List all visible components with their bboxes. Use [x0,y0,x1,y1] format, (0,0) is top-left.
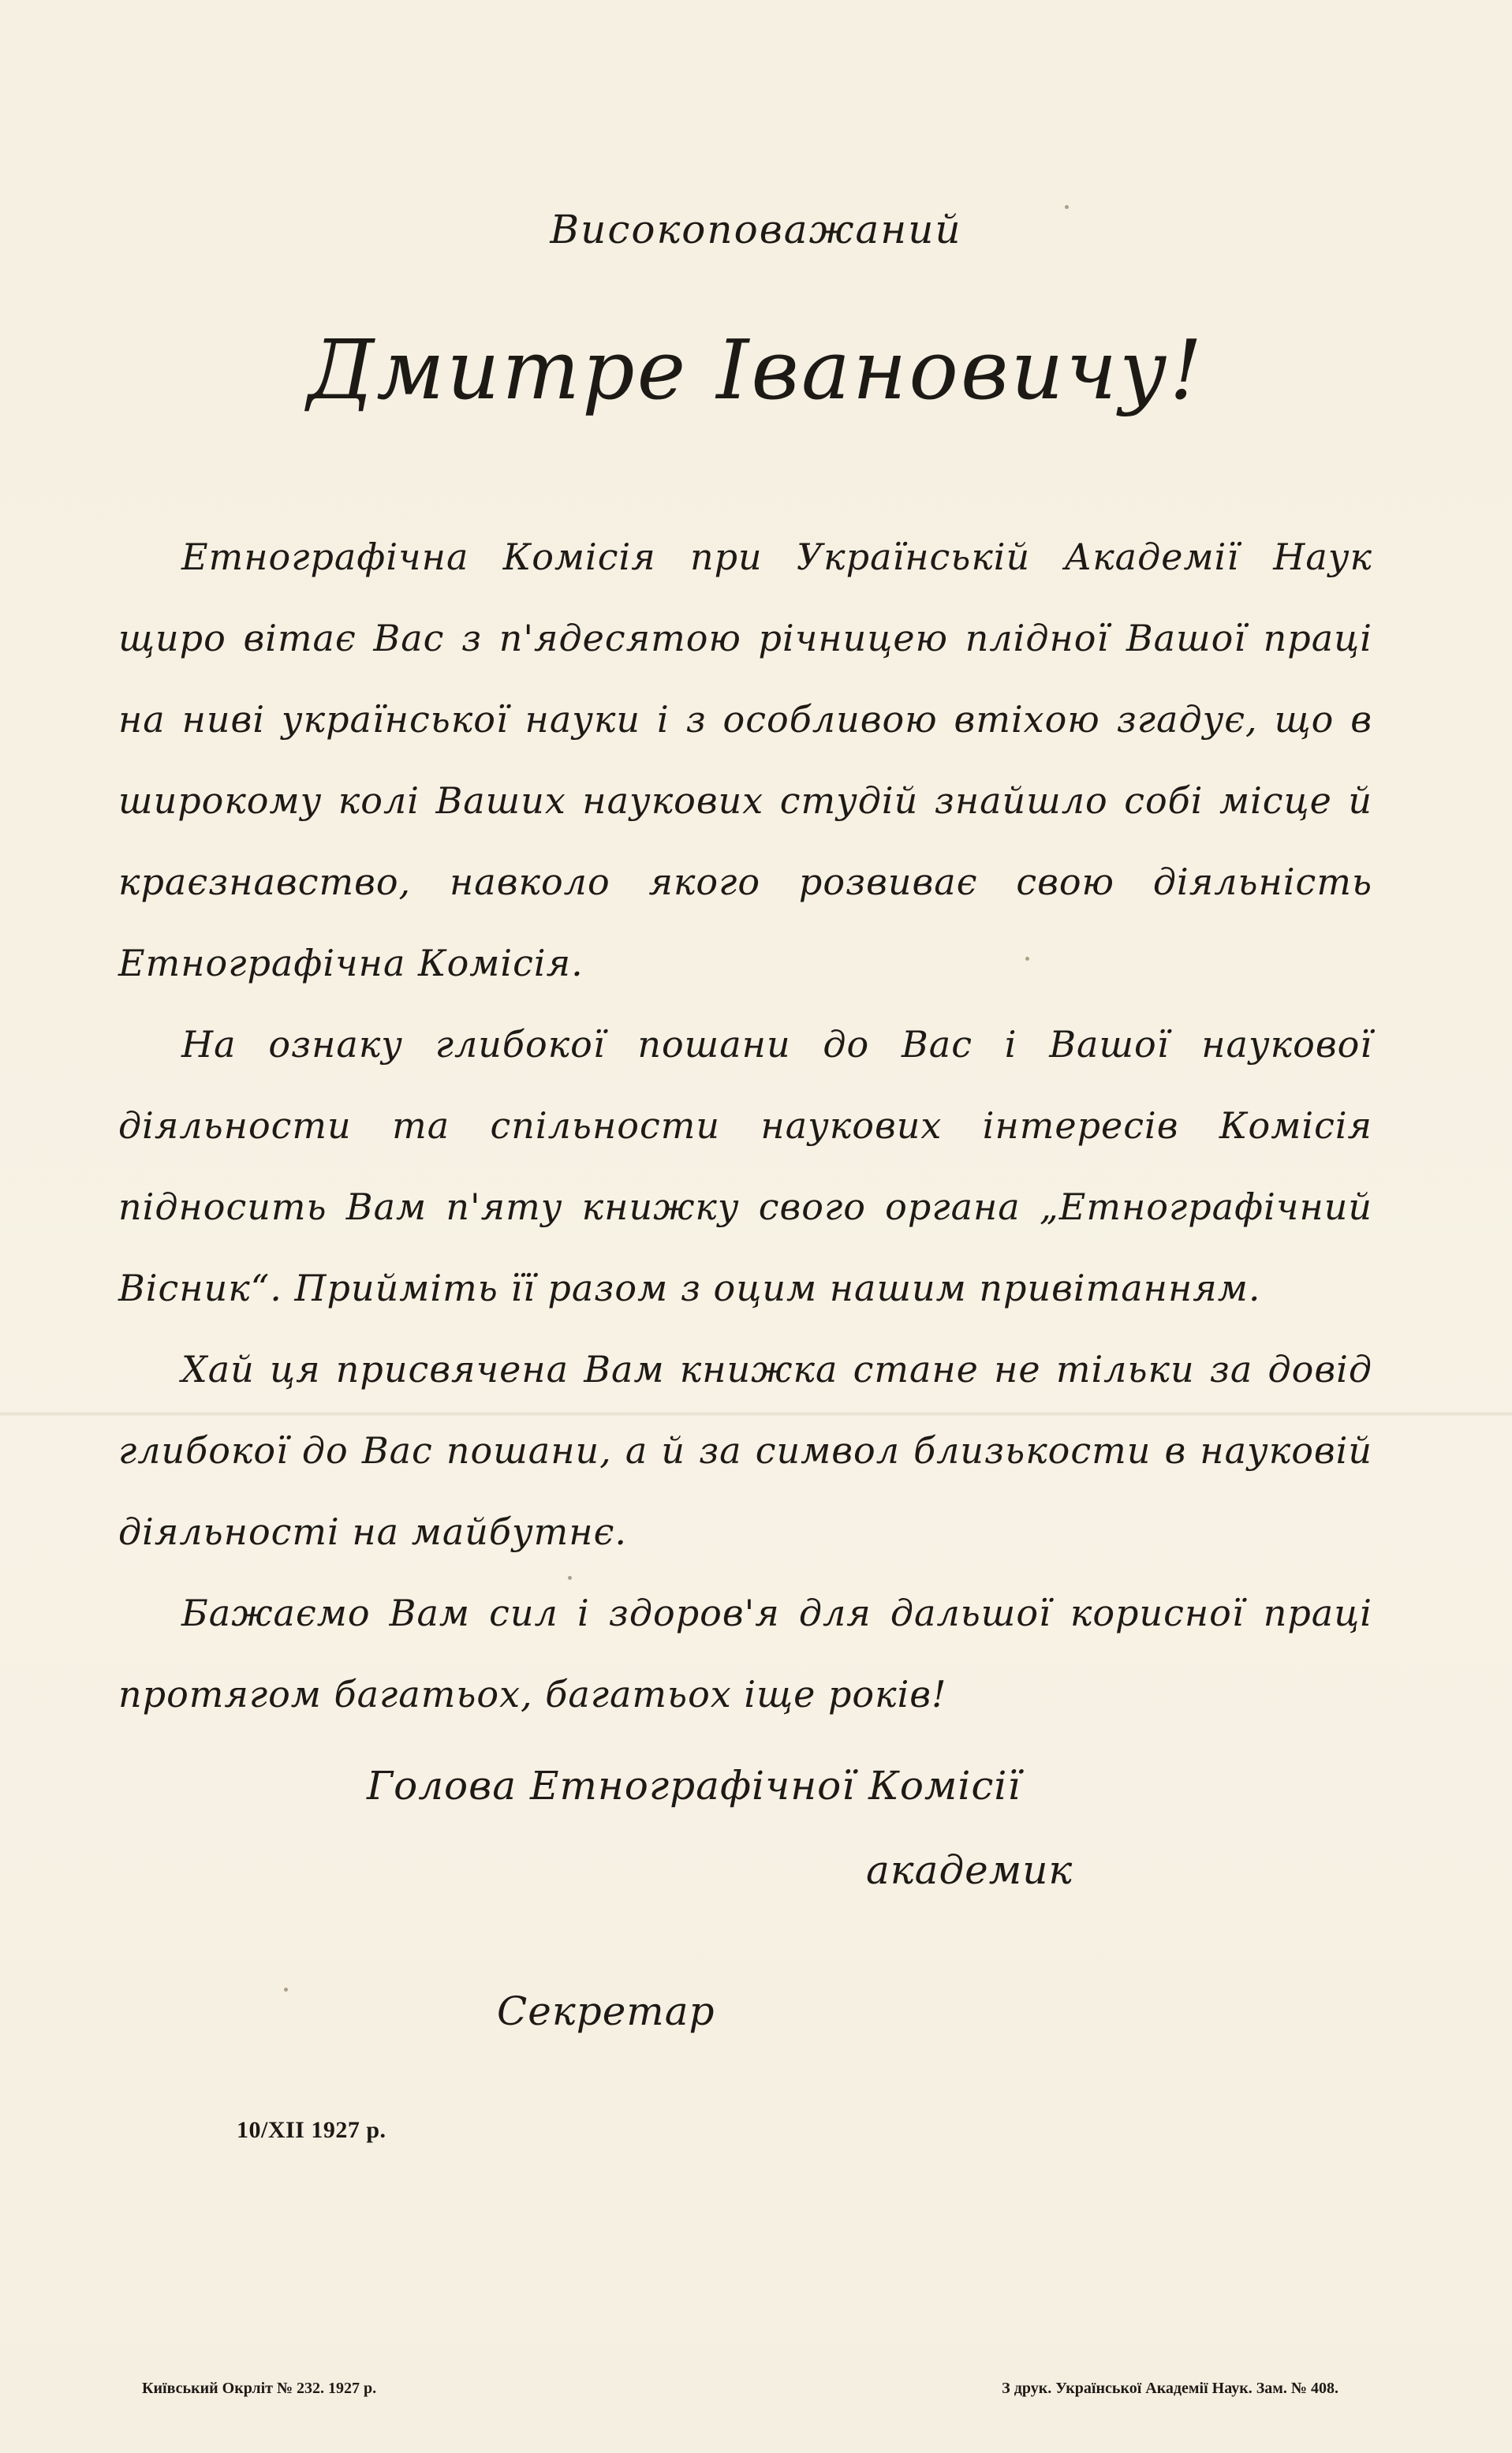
paper-speck [1025,957,1029,961]
paragraph-4: Бажаємо Вам сил і здоров'я для дальшої корисної праці протягом багатьох, багатьох іще років! [118,1592,1372,1716]
letter-body [118,517,1372,1735]
salutation: Високоповажаний [550,207,962,252]
paragraph-3: Хай ця присвячена Вам книжка стане не тільки за довід глибокої до Вас пошани, а й за символ близькости в науковій діяльності на майбутнє. [118,1348,1372,1553]
addressee: Дмитре Івановичу! [307,322,1205,418]
paper-speck [568,1576,572,1580]
imprint-printer: З друк. Української Академії Наук. Зам. № 408. [1002,2380,1338,2397]
paragraph-1: Етнографічна Комісія при Українській Академії Наук щиро вітає Вас з п'ядесятою річницею плідної Вашої праці на ниві української науки і з особливою втіхою згадує, що в широкому колі Ваших наукових студій знайшло собі місце й краєзнавство, навколо якого розвиває свою діяльність Етнографічна Комісія. [118,536,1372,984]
paper-speck [1065,205,1069,209]
signer-rank: академик [866,1847,1073,1893]
secretary-label: Секретар [497,1988,715,2034]
letter-date: 10/XII 1927 р. [237,2117,386,2143]
signer-title: Голова Етнографічної Комісії [367,1763,1021,1809]
imprint-censor: Київський Окрліт № 232. 1927 р. [142,2380,377,2397]
paper-speck [284,1988,288,1992]
paragraph-2: На ознаку глибокої пошани до Вас і Вашої наукової діяльности та спільности наукових інтересів Комісія підносить Вам п'яту книжку свого органа „Етнографічний Вісник“. Прийміть її разом з оцим нашим привітанням. [118,1023,1372,1309]
